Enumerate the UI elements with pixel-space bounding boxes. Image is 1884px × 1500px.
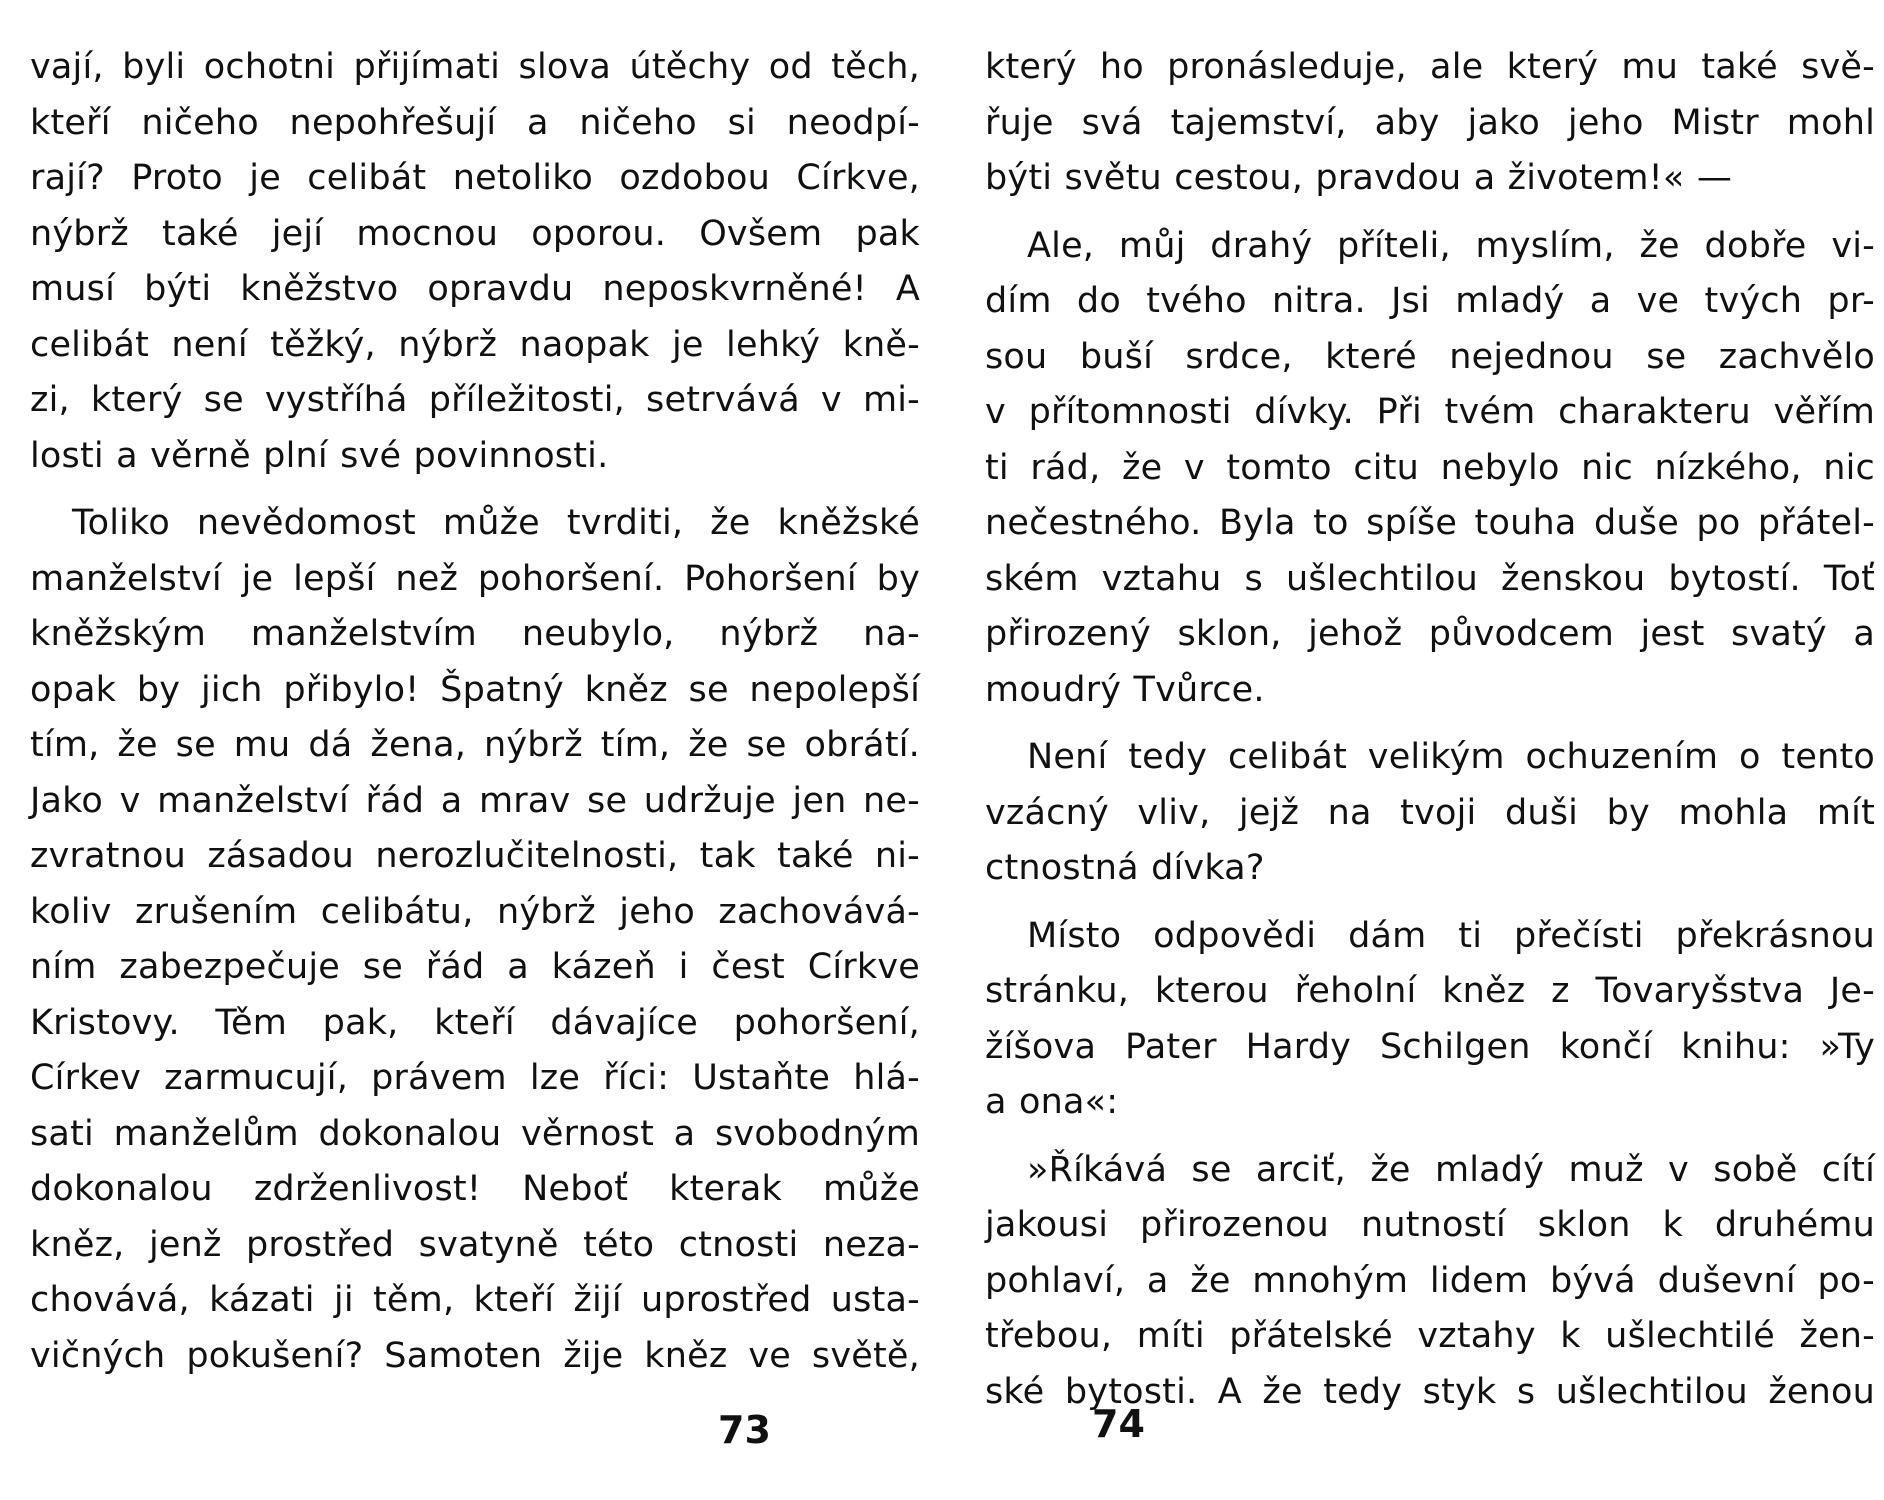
text-line: jakousi přirozenou nutností sklon k druhému [985, 1205, 1875, 1245]
right-page-text [985, 40, 1875, 1420]
text-line: »Říkává se arciť, že mladý muž v sobě cítí [1027, 1149, 1875, 1190]
text-line: v přítomnosti dívky. Při tvém charakteru věřím [985, 392, 1875, 432]
text-line: žíšova Pater Hardy Schilgen končí knihu: »Ty [985, 1026, 1875, 1067]
right-page [985, 40, 1875, 1440]
text-line: moudrý Tvůrce. [985, 669, 1265, 710]
left-page [30, 40, 920, 1440]
paragraph [985, 219, 1875, 719]
paragraph-gap [985, 897, 1875, 909]
paragraph [30, 40, 920, 484]
text-line: řuje svá tajemství, aby jako jeho Mistr mohl [985, 102, 1875, 143]
text-line: celibát není těžký, nýbrž naopak je lehký kně- [30, 324, 920, 365]
text-line: vičných pokušení? Samoten žije kněz ve světě, [30, 1335, 920, 1376]
paragraph-gap [985, 207, 1875, 219]
page-number-right: 74 [1092, 1402, 1145, 1446]
text-line: stránku, kterou řeholní kněz z Tovaryšstva Je- [985, 971, 1875, 1011]
paragraph-gap [985, 718, 1875, 730]
text-line: Církev zarmucují, právem lze říci: Ustaňte hlá- [30, 1058, 920, 1098]
text-line: býti světu cestou, pravdou a životem!« — [985, 158, 1733, 198]
text-line: dím do tvého nitra. Jsi mladý a ve tvých pr- [985, 281, 1875, 321]
text-line: Jako v manželství řád a mrav se udržuje jen ne- [30, 780, 920, 821]
paragraph [985, 40, 1875, 207]
text-line: ské bytosti. A že tedy styk s ušlechtilou ženou [985, 1371, 1875, 1412]
text-line: který ho pronásleduje, ale který mu také svě- [985, 47, 1875, 87]
text-line: nýbrž také její mocnou oporou. Ovšem pak [30, 213, 920, 254]
text-line: ti rád, že v tomto citu nebylo nic nízkého, nic [985, 447, 1875, 488]
text-line: kteří ničeho nepohřešují a ničeho si neodpí- [30, 102, 920, 143]
text-line: ském vztahu s ušlechtilou ženskou bytostí. Toť [985, 558, 1875, 599]
text-line: Ale, můj drahý příteli, myslím, že dobře vi- [1027, 225, 1875, 266]
text-line: musí býti kněžstvo opravdu neposkvrněné! A [30, 269, 920, 309]
text-line: ctnostná dívka? [985, 848, 1265, 888]
left-page-text [30, 40, 920, 1384]
text-line: losti a věrně plní své povinnosti. [30, 435, 609, 476]
text-line: ním zabezpečuje se řád a kázeň i čest Církve [30, 947, 920, 987]
text-line: nečestného. Byla to spíše touha duše po přátel- [985, 503, 1875, 543]
text-line: a ona«: [985, 1082, 1119, 1122]
text-line: zvratnou zásadou nerozlučitelnosti, tak také ni- [30, 836, 920, 876]
text-line: sati manželům dokonalou věrnost a svobodným [30, 1113, 920, 1154]
text-line: rají? Proto je celibát netoliko ozdobou Církve, [30, 158, 920, 198]
text-line: manželství je lepší než pohoršení. Pohoršení by [30, 558, 920, 599]
paragraph-gap [985, 1131, 1875, 1143]
paragraph [30, 496, 920, 1384]
text-line: tím, že se mu dá žena, nýbrž tím, že se obrátí. [30, 725, 920, 765]
paragraph-gap [30, 484, 920, 496]
text-line: Není tedy celibát velikým ochuzením o tento [1027, 737, 1875, 777]
text-line: kněžským manželstvím neubylo, nýbrž na- [30, 614, 920, 654]
text-line: Místo odpovědi dám ti přečísti překrásnou [1027, 915, 1875, 956]
text-line: Toliko nevědomost může tvrditi, že kněžské [72, 503, 920, 543]
paragraph [985, 1143, 1875, 1421]
text-line: zi, který se vystříhá příležitosti, setrvává v mi- [30, 380, 920, 420]
text-line: opak by jich přibylo! Špatný kněz se nepolepší [30, 669, 920, 710]
text-line: chovává, kázati ji těm, kteří žijí uprostřed usta- [30, 1280, 920, 1320]
text-line: koliv zrušením celibátu, nýbrž jeho zachovává- [30, 891, 920, 932]
text-line: pohlaví, a že mnohým lidem bývá duševní po- [985, 1260, 1875, 1301]
text-line: vají, byli ochotni přijímati slova útěchy od těch, [30, 47, 920, 87]
paragraph [985, 909, 1875, 1131]
text-line: třebou, míti přátelské vztahy k ušlechtilé žen- [985, 1316, 1875, 1356]
text-line: přirozený sklon, jehož původcem jest svatý a [985, 614, 1875, 654]
text-line: dokonalou zdrženlivost! Neboť kterak může [30, 1169, 920, 1209]
text-line: kněz, jenž prostřed svatyně této ctnosti neza- [30, 1224, 920, 1265]
page-number-left: 73 [718, 1408, 771, 1452]
paragraph [985, 730, 1875, 897]
text-line: Kristovy. Těm pak, kteří dávajíce pohoršení, [30, 1002, 920, 1043]
text-line: sou buší srdce, které nejednou se zachvělo [985, 336, 1875, 377]
text-line: vzácný vliv, jejž na tvoji duši by mohla mít [985, 792, 1875, 833]
